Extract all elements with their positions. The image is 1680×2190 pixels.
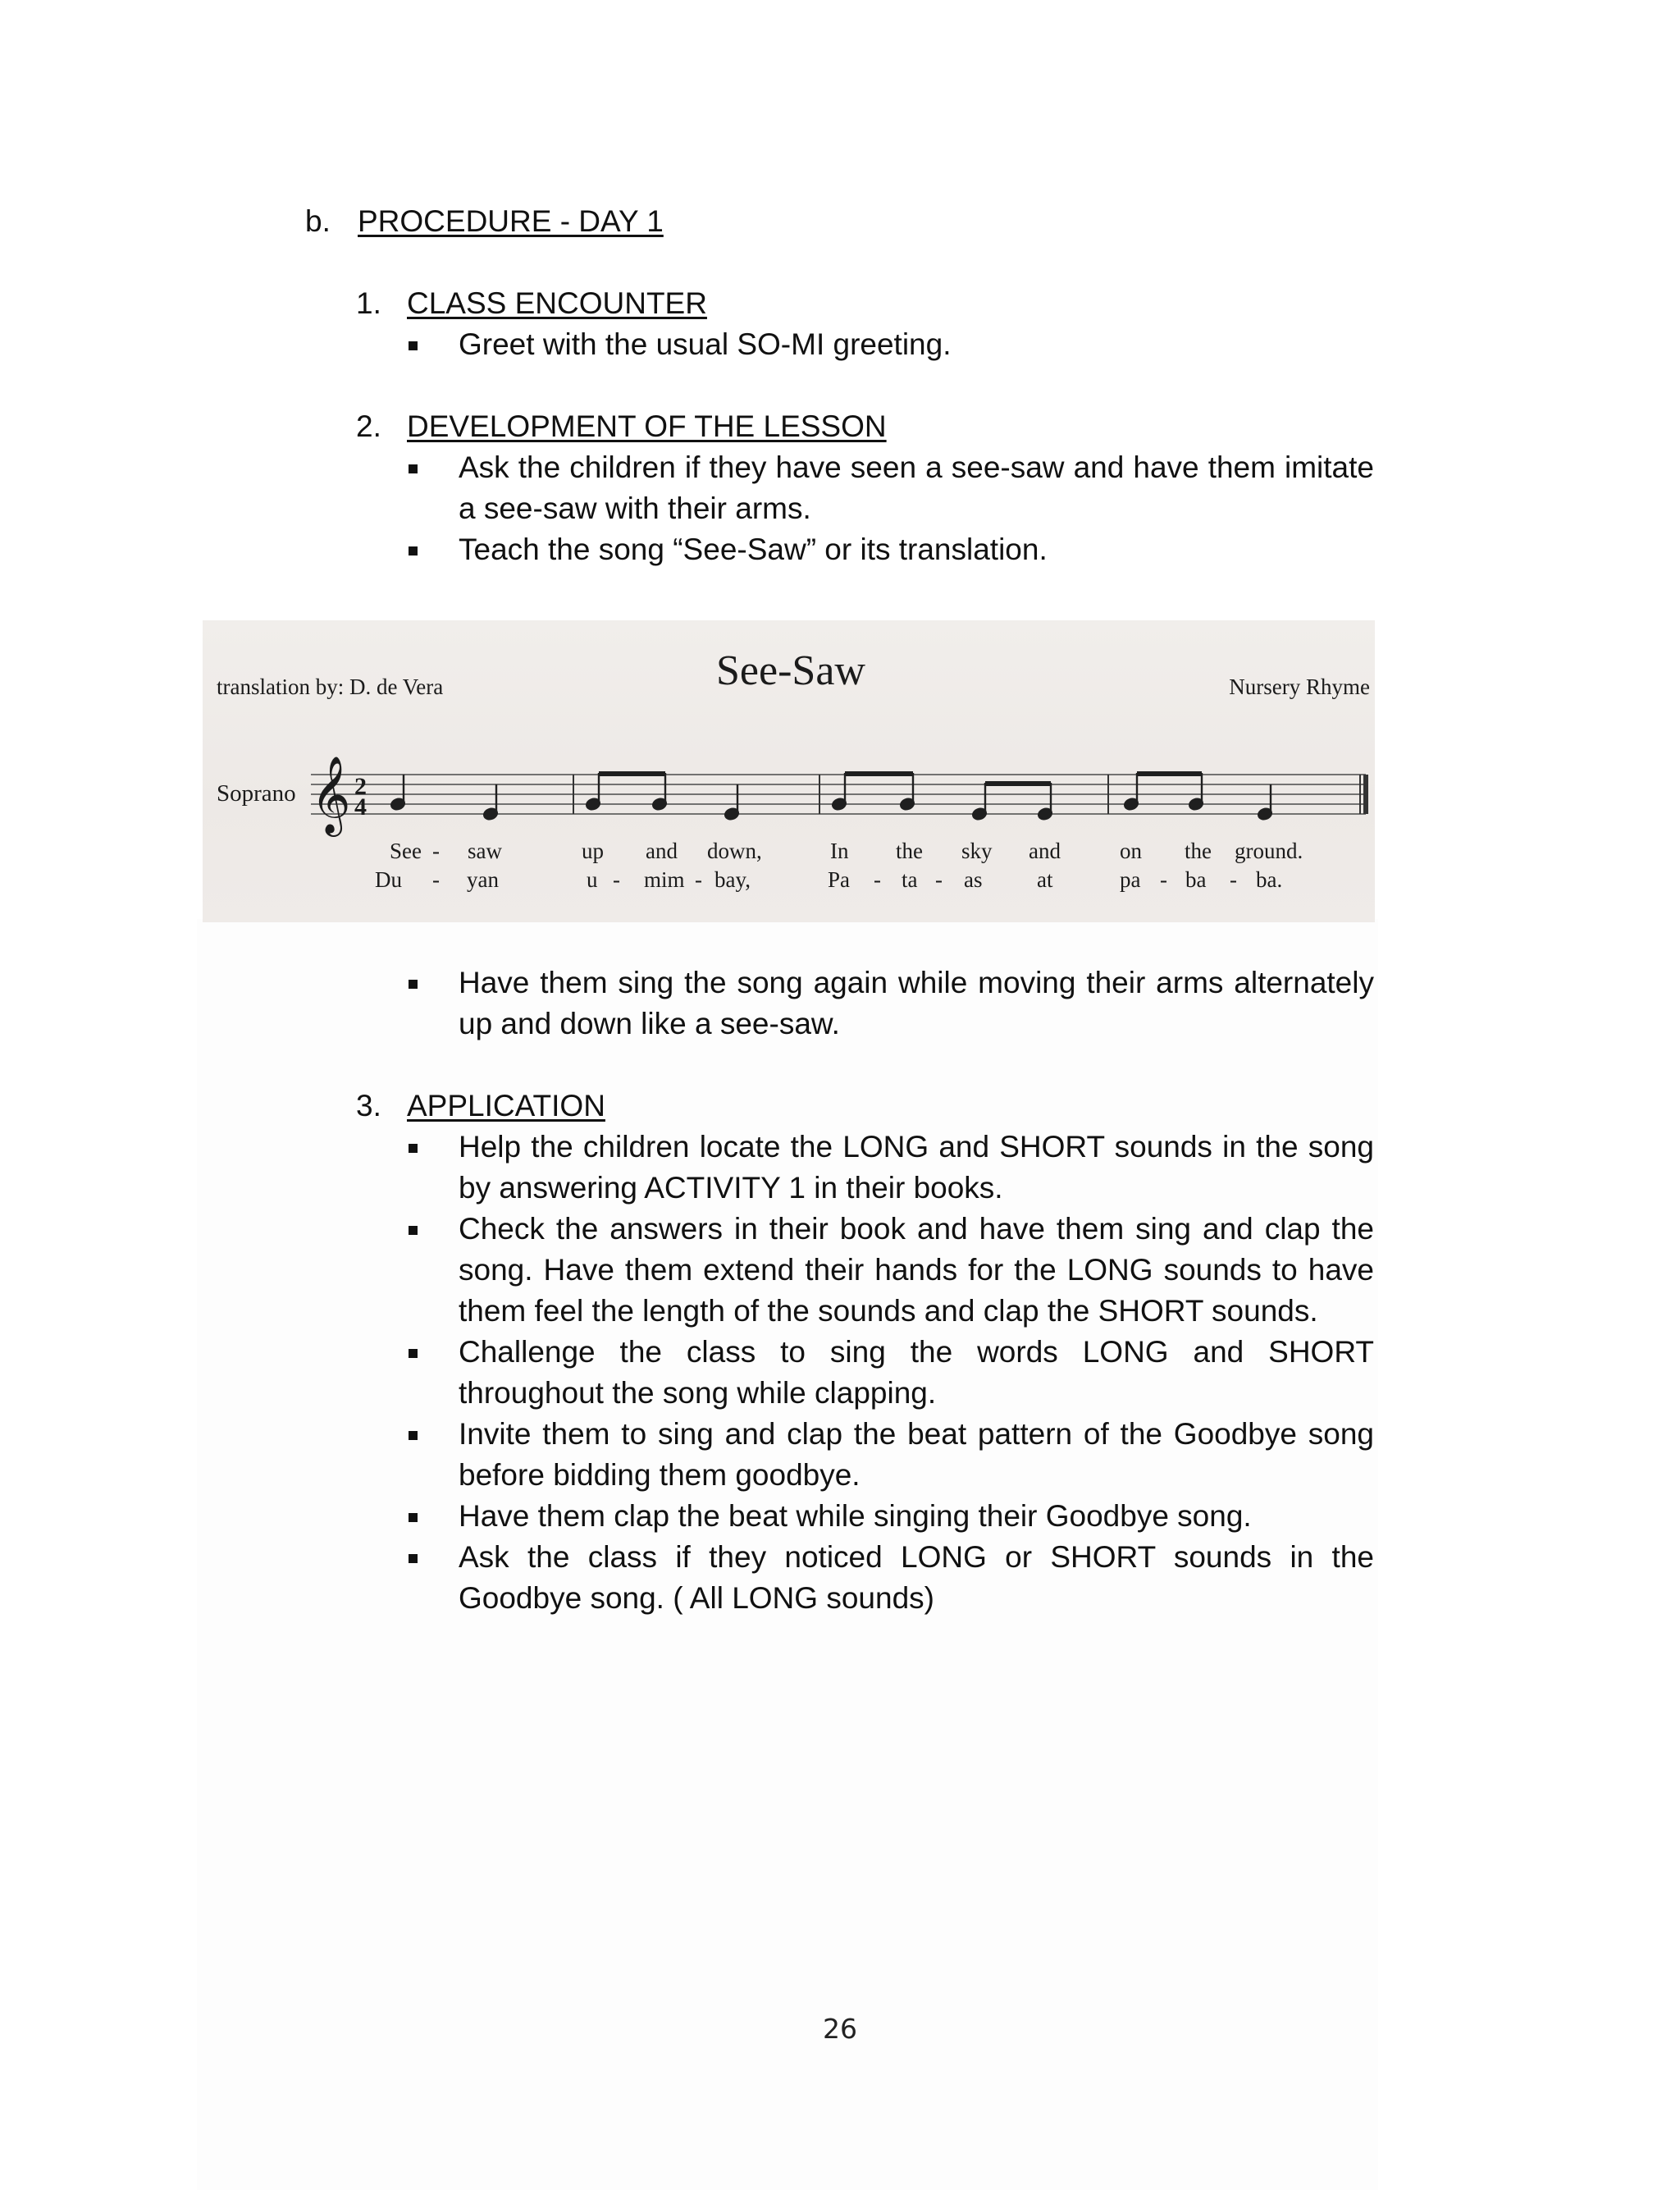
svg-text:mim: mim (644, 867, 685, 892)
svg-text:yan: yan (467, 867, 499, 892)
square-bullet-icon (409, 1431, 418, 1440)
class-encounter-list (402, 324, 1374, 365)
square-bullet-icon (409, 1226, 418, 1235)
svg-text:-: - (432, 839, 440, 863)
square-bullet-icon (409, 1144, 418, 1153)
square-bullet-icon (409, 1554, 418, 1563)
list-item: Challenge the class to sing the words LONG and SHORT throughout the song while clapping. (402, 1332, 1374, 1414)
lyrics-filipino (375, 867, 1282, 892)
score-translator: translation by: D. de Vera (217, 674, 444, 699)
section-number: 1. (356, 286, 381, 320)
section-title: CLASS ENCOUNTER (407, 286, 707, 320)
section-title: DEVELOPMENT OF THE LESSON (407, 409, 887, 443)
svg-text:Pa: Pa (828, 867, 850, 892)
list-item: Have them sing the song again while moving their arms alternately up and down like a see-saw. (402, 962, 1374, 1045)
svg-text:ta: ta (902, 867, 918, 892)
section-title: APPLICATION (407, 1089, 605, 1122)
svg-text:In: In (830, 839, 849, 863)
svg-text:as: as (964, 867, 983, 892)
svg-text:down,: down, (707, 839, 762, 863)
svg-text:the: the (1185, 839, 1212, 863)
svg-text:and: and (1029, 839, 1061, 863)
square-bullet-icon (409, 546, 418, 556)
list-item: Help the children locate the LONG and SHORT sounds in the song by answering ACTIVITY 1 in their books. (402, 1127, 1374, 1209)
procedure-heading (305, 201, 664, 242)
svg-text:up: up (582, 839, 604, 863)
time-signature-bottom: 4 (354, 793, 367, 821)
list-item: Have them clap the beat while singing their Goodbye song. (402, 1496, 1374, 1537)
svg-text:u: u (587, 867, 598, 892)
section-number: 2. (356, 409, 381, 443)
square-bullet-icon (409, 980, 418, 989)
development-list (402, 447, 1374, 570)
svg-text:on: on (1120, 839, 1142, 863)
treble-clef-icon: 𝄞 (311, 757, 351, 832)
score-source: Nursery Rhyme (1229, 674, 1370, 699)
svg-text:ba: ba (1185, 867, 1207, 892)
music-score-svg (203, 620, 1375, 922)
svg-text:bay,: bay, (714, 867, 751, 892)
svg-text:-: - (432, 867, 440, 892)
svg-text:-: - (613, 867, 620, 892)
section-number: 3. (356, 1089, 381, 1122)
svg-text:-: - (1230, 867, 1237, 892)
list-item: Teach the song “See-Saw” or its translation. (402, 529, 1374, 570)
svg-text:saw: saw (468, 839, 502, 863)
svg-text:See: See (390, 839, 422, 863)
svg-text:-: - (935, 867, 943, 892)
square-bullet-icon (409, 1513, 418, 1522)
svg-text:ba.: ba. (1256, 867, 1283, 892)
section-heading-application (356, 1086, 605, 1127)
svg-text:at: at (1037, 867, 1053, 892)
svg-text:-: - (1160, 867, 1167, 892)
square-bullet-icon (409, 341, 418, 350)
svg-text:the: the (896, 839, 923, 863)
see-saw-music-score (203, 620, 1375, 922)
section-heading-class-encounter (356, 283, 707, 324)
svg-text:pa: pa (1120, 867, 1141, 892)
time-signature-top: 2 (354, 773, 367, 800)
section-heading-development (356, 406, 887, 447)
list-item: Check the answers in their book and have them sing and clap the song. Have them extend their hands for the LONG sounds to have them feel the length of the sounds and clap the SHORT sounds. (402, 1209, 1374, 1332)
score-title: See-Saw (716, 647, 865, 694)
lyrics-english (390, 839, 1303, 863)
list-item: Invite them to sing and clap the beat pattern of the Goodbye song before bidding them goodbye. (402, 1414, 1374, 1496)
procedure-title: PROCEDURE - DAY 1 (358, 204, 664, 238)
procedure-letter: b. (305, 204, 331, 238)
svg-text:-: - (874, 867, 881, 892)
list-item: Greet with the usual SO-MI greeting. (402, 324, 1374, 365)
development-list-continued (402, 962, 1374, 1045)
svg-text:ground.: ground. (1235, 839, 1303, 863)
part-name: Soprano (217, 780, 296, 807)
svg-text:and: and (646, 839, 678, 863)
square-bullet-icon (409, 1349, 418, 1358)
svg-text:-: - (695, 867, 702, 892)
list-item: Ask the class if they noticed LONG or SHORT sounds in the Goodbye song. ( All LONG sounds) (402, 1537, 1374, 1619)
square-bullet-icon (409, 464, 418, 473)
page-number: 26 (823, 2013, 857, 2045)
application-list (402, 1127, 1374, 1619)
svg-text:Du: Du (375, 867, 402, 892)
list-item: Ask the children if they have seen a see-saw and have them imitate a see-saw with their arms. (402, 447, 1374, 529)
svg-text:sky: sky (961, 839, 993, 863)
